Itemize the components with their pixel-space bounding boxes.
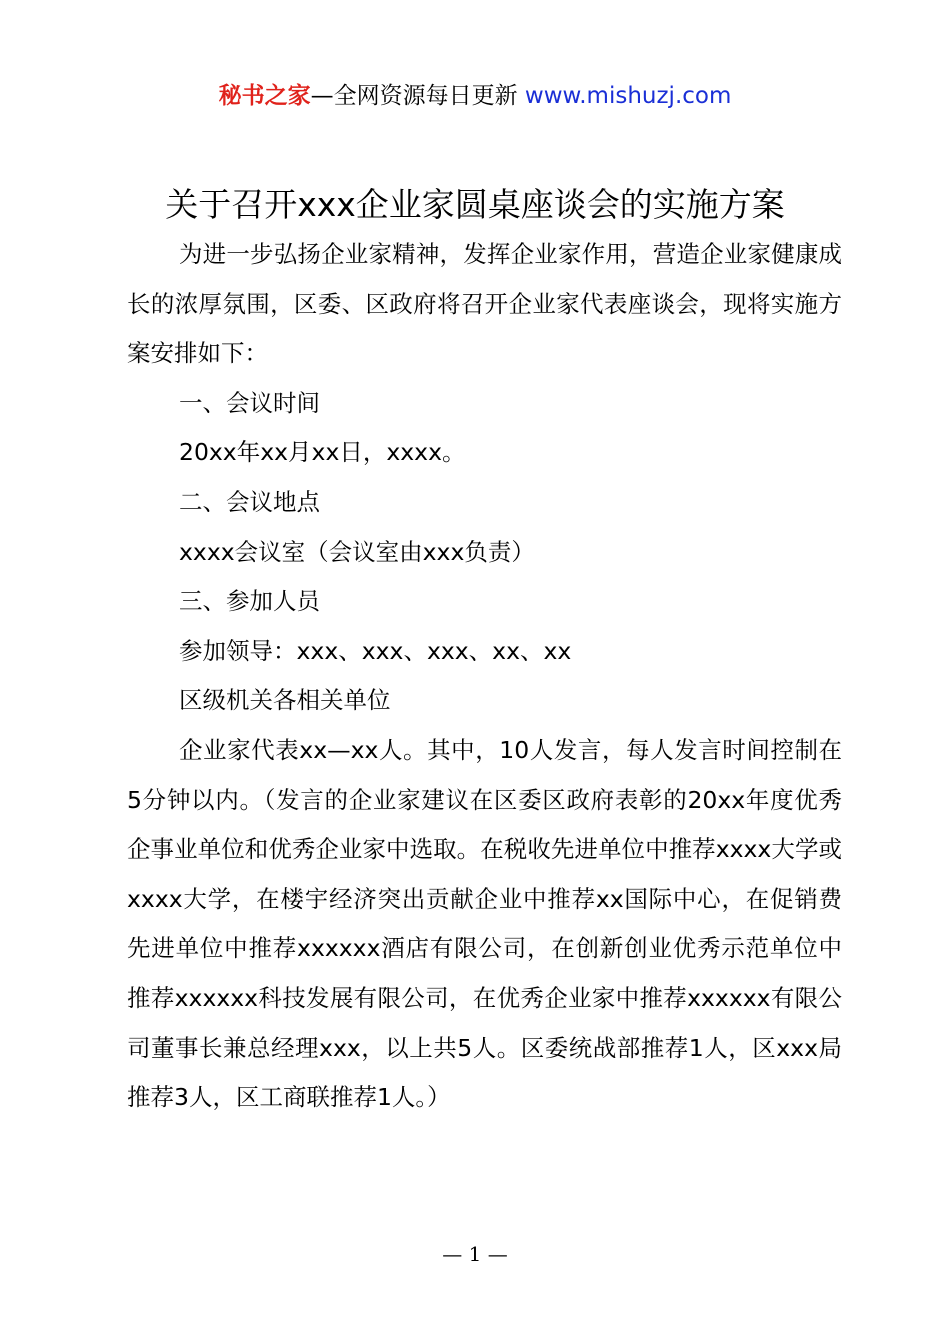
district-units-text: 区级机关各相关单位 — [179, 686, 391, 715]
header-brand: 秘书之家 — [218, 83, 311, 109]
meeting-location-text: xxxx会议室（会议室由xxx负责） — [179, 537, 535, 566]
section-heading-attendees: 三、参加人员 — [179, 587, 320, 616]
site-header — [0, 80, 950, 112]
document-title: 关于召开xxx企业家圆桌座谈会的实施方案 — [165, 185, 785, 224]
header-site-link[interactable]: www.mishuzj.com — [524, 83, 732, 109]
intro-paragraph: 为进一步弘扬企业家精神，发挥企业家作用，营造企业家健康成长的浓厚氛围，区委、区政府将召开企业家代表座谈会，现将实施方案安排如下： — [127, 240, 842, 368]
meeting-time-text: 20xx年xx月xx日，xxxx。 — [179, 438, 466, 467]
page-number: — 1 — — [442, 1242, 508, 1266]
attending-leaders-text: 参加领导：xxx、xxx、xxx、xx、xx — [179, 636, 572, 665]
entrepreneur-representatives-paragraph: 企业家代表xx—xx人。其中，10人发言，每人发言时间控制在5分钟以内。（发言的企业家建议在区委区政府表彰的20xx年度优秀企事业单位和优秀企业家中选取。在税收先进单位中推荐xxxx大学或xxxx大学，在楼宇经济突出贡献企业中推荐xx国际中心，在促销费先进单位中推荐xxxxxx酒店有限公司，在创新创业优秀示范单位中推荐xxxxxx科技发展有限公司，在优秀企业家中推荐xxxxxx有限公司董事长兼总经理xxx，以上共5人。区委统战部推荐1人，区xxx局推荐3人，区工商联推荐1人。） — [127, 735, 842, 1112]
header-tagline: —全网资源每日更新 — [310, 83, 525, 109]
document-body — [127, 230, 842, 1123]
section-heading-time: 一、会议时间 — [179, 388, 320, 417]
section-heading-location: 二、会议地点 — [179, 487, 320, 516]
